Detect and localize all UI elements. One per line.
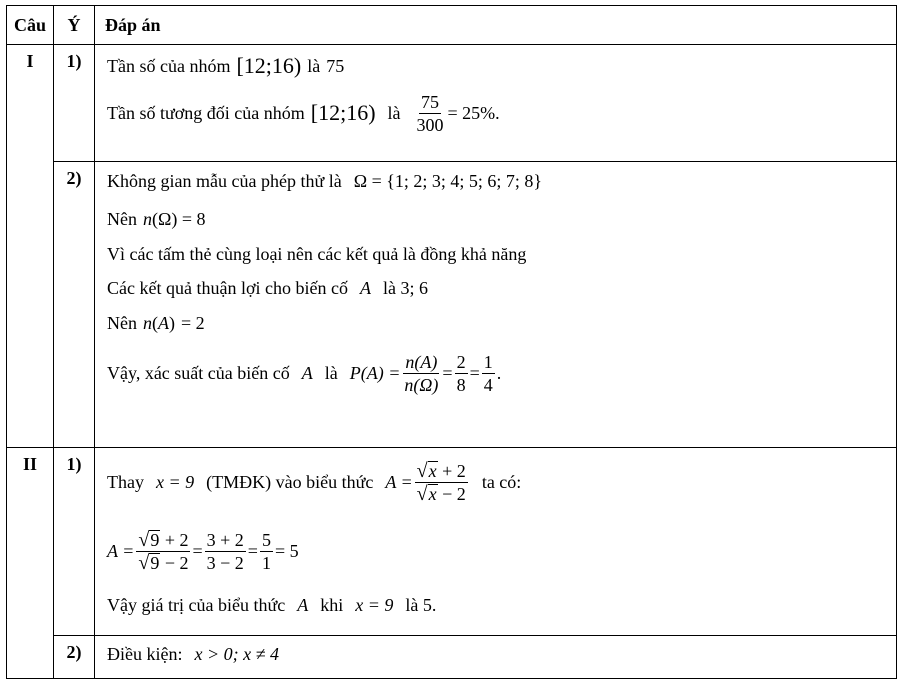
text: Điều kiện: [107, 643, 183, 664]
numerator: 5 [261, 529, 271, 550]
text: khi [320, 594, 344, 615]
denominator: 3 − 2 [206, 552, 244, 573]
text: Không gian mẫu của phép thử là [107, 170, 342, 191]
interval: [12;16) [236, 53, 302, 78]
answer-line [107, 87, 896, 139]
header-dap-an: Đáp án [95, 6, 897, 45]
numerator: 2 [456, 351, 466, 372]
fraction [415, 91, 446, 136]
radicand: x [428, 483, 437, 504]
sample-space: Ω = {1; 2; 3; 4; 5; 6; 7; 8} [353, 170, 543, 191]
header-y: Ý [54, 6, 95, 45]
text: là [307, 55, 321, 76]
answer-II-2 [95, 636, 897, 679]
math: = 2 [181, 312, 205, 333]
text: (TMĐK) vào biểu thức [206, 471, 374, 492]
denominator: 300 [416, 114, 444, 135]
answer-line [107, 590, 896, 620]
numerator: 75 [421, 91, 440, 112]
math-n: n [143, 208, 152, 229]
interval: [12;16) [310, 100, 376, 125]
numerator: 3 + 2 [206, 529, 244, 550]
row-II-2 [7, 636, 897, 679]
equals: = [442, 362, 453, 383]
equals: = [192, 540, 203, 561]
answer-I-2 [95, 162, 897, 448]
text: ta có: [481, 471, 522, 492]
result: = 5 [274, 540, 299, 561]
answer-line [107, 344, 896, 402]
text: Tần số tương đối của nhóm [107, 102, 305, 123]
sqrt: √ 9 [138, 528, 160, 551]
event-A: A [301, 362, 313, 383]
math: (A) = [360, 362, 401, 383]
math-x: x = 9 [155, 471, 195, 492]
math-P: P [349, 362, 361, 383]
text: là 5. [405, 594, 437, 615]
fraction [482, 351, 495, 396]
text: Tần số của nhóm [107, 55, 231, 76]
radicand: x [428, 460, 437, 481]
radicand: 9 [150, 529, 160, 550]
math-n: n [143, 312, 152, 333]
y-I-2: 2) [54, 162, 95, 448]
header-cau: Câu [7, 6, 54, 45]
math-A: A = [107, 540, 135, 561]
math: (Ω) = 8 [152, 208, 206, 229]
answer-line [107, 522, 896, 580]
row-I-2 [7, 162, 897, 448]
math-A: A = [385, 471, 413, 492]
answer-line: Nên n ( A ) = 2 [107, 312, 205, 333]
answer-line [107, 51, 896, 81]
math-A: A [297, 594, 309, 615]
math-x: x = 9 [355, 594, 394, 615]
answer-table [6, 5, 897, 679]
sqrt: √ x [416, 482, 437, 505]
answer-I-1 [95, 45, 897, 162]
fraction [415, 460, 468, 505]
answer-line [107, 166, 896, 196]
row-I-1 [7, 45, 897, 162]
text: là [387, 102, 401, 123]
denominator [415, 483, 468, 505]
text: là 3; 6 [382, 277, 428, 298]
event-A: A [158, 312, 169, 333]
denominator: 8 [456, 374, 466, 395]
value: 75 [326, 55, 345, 76]
fraction [136, 529, 190, 574]
text: Vậy, xác suất của biến cố [107, 362, 290, 383]
numerator [136, 529, 190, 552]
numerator: 1 [483, 351, 493, 372]
fraction [205, 529, 246, 574]
fraction [455, 351, 468, 396]
text: Thay [107, 471, 144, 492]
text: Nên [107, 208, 137, 229]
sqrt: √ 9 [138, 551, 160, 574]
answer-II-1 [95, 448, 897, 636]
fraction [260, 529, 273, 574]
result: = 25%. [447, 102, 500, 123]
condition: x > 0; x ≠ 4 [194, 643, 279, 664]
event-A: A [359, 277, 371, 298]
numerator: n(A) [405, 351, 438, 372]
answer-line: Vì các tấm thẻ cùng loại nên các kết quả là đồng khả năng [107, 243, 527, 264]
cau-I: I [7, 45, 54, 448]
y-II-1: 1) [54, 448, 95, 636]
y-II-2: 2) [54, 636, 95, 679]
cau-II: II [7, 448, 54, 679]
denominator: n(Ω) [404, 374, 439, 395]
rest: − 2 [442, 483, 466, 504]
denominator: 4 [483, 374, 493, 395]
row-II-1 [7, 448, 897, 636]
fraction [402, 351, 440, 396]
numerator [415, 460, 468, 483]
rest: − 2 [164, 552, 189, 573]
radicand: 9 [150, 552, 160, 573]
rest: + 2 [164, 529, 189, 550]
text: Vậy giá trị của biểu thức [107, 594, 286, 615]
period: . [496, 362, 502, 383]
header-row [7, 6, 897, 45]
denominator: 1 [261, 552, 271, 573]
answer-line [107, 274, 896, 302]
text: là [324, 362, 338, 383]
answer-line [107, 454, 896, 510]
denominator [136, 552, 190, 574]
text: Nên [107, 312, 137, 333]
equals: = [469, 362, 480, 383]
answer-line [107, 204, 896, 234]
equals: = [247, 540, 258, 561]
sqrt: √ x [416, 459, 437, 482]
text: Các kết quả thuận lợi cho biến cố [107, 277, 348, 298]
rest: + 2 [442, 460, 466, 481]
y-I-1: 1) [54, 45, 95, 162]
